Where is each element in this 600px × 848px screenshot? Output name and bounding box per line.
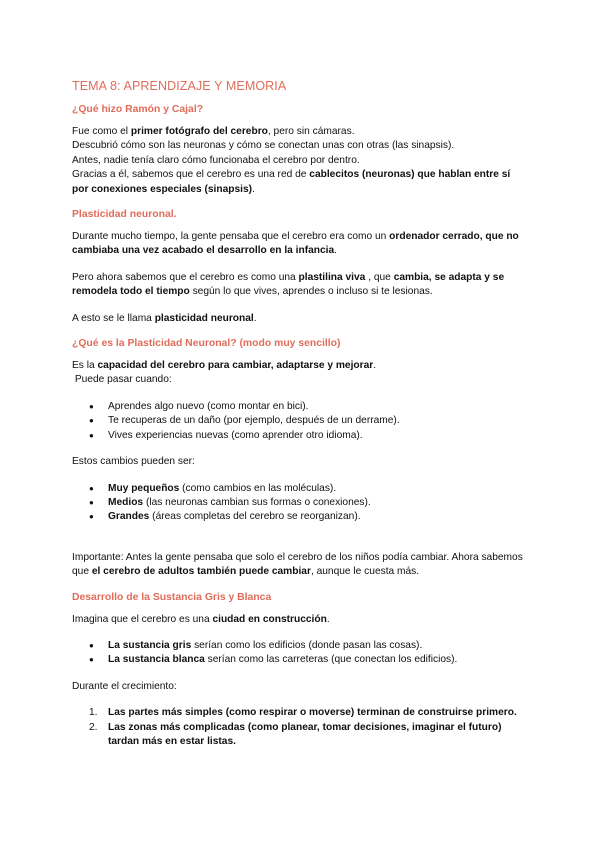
list-item [72, 706, 528, 720]
list-item [72, 721, 528, 750]
bold-text: plasticidad neuronal [154, 312, 254, 324]
text-line: Antes, nadie tenía claro cómo funcionaba el cerebro por dentro. [72, 154, 360, 166]
paragraph [72, 271, 528, 300]
section-heading-plasticidad: Plasticidad neuronal. [72, 209, 177, 221]
spacer [72, 525, 528, 551]
paragraph-importante [72, 551, 528, 580]
text-span: Es la [72, 360, 98, 372]
page-title: TEMA 8: APRENDIZAJE Y MEMORIA [72, 79, 287, 93]
numbered-list-crecimiento [72, 706, 528, 749]
bold-text: primer fotógrafo del cerebro [130, 126, 268, 137]
text-line [72, 125, 528, 139]
list-item [72, 653, 528, 667]
paragraph [72, 230, 528, 259]
bold-text: Muy pequeños [108, 482, 180, 494]
list-item [72, 510, 528, 524]
list-item [72, 496, 528, 510]
text-span: , aunque le cuesta más. [310, 566, 420, 578]
paragraph: Puede pasar cuando: [72, 374, 172, 386]
bullet-list-sustancias [72, 639, 528, 668]
text-span: . [334, 245, 337, 257]
paragraph: Estos cambios pueden ser: [72, 456, 195, 468]
list-item: ● Vives experiencias nuevas (como aprender otro idioma). [72, 429, 528, 443]
section-heading-que-es-plasticidad: ¿Qué es la Plasticidad Neuronal? (modo muy sencillo) [72, 338, 341, 350]
text-span: Fue como el [72, 126, 131, 137]
text-span: serían como las carreteras (que conectan los edificios). [204, 654, 458, 666]
bullet-list-tipos [72, 482, 528, 525]
ramon-y-cajal-paragraph [72, 125, 528, 197]
section-heading-sustancia-gris-blanca: Desarrollo de la Sustancia Gris y Blanca [72, 591, 272, 603]
text-span: . [373, 360, 377, 372]
section-heading-ramon-y-cajal: ¿Qué hizo Ramón y Cajal? [72, 104, 204, 115]
list-number: 1. [89, 707, 98, 719]
bold-text: Medios [108, 496, 144, 508]
text-span: . [253, 312, 257, 324]
paragraph: Durante el crecimiento: [72, 680, 177, 692]
text-span: serían como los edificios (donde pasan las cosas). [191, 639, 423, 651]
text-span: Pero ahora sabemos que el cerebro es como una [72, 271, 299, 283]
bold-text: Grandes [108, 511, 150, 523]
text-span: Durante mucho tiempo, la gente pensaba que el cerebro era como un [72, 231, 390, 243]
paragraph [72, 312, 528, 326]
paragraph [72, 613, 528, 627]
text-span: según lo que vives, aprendes o incluso si te lesionas. [189, 286, 433, 298]
bold-text: cambia, se adapta y se remodela todo el tiempo [72, 271, 505, 298]
list-item [72, 639, 528, 653]
list-item [72, 482, 528, 496]
bold-text: Las partes más simples (como respirar o moverse) terminan de construirse primero. [108, 707, 517, 719]
text-span: , que [365, 271, 394, 283]
bold-text: ordenador cerrado, que no cambiaba una vez acabado el desarrollo en la infancia [72, 231, 519, 257]
bold-text: cablecitos (neuronas) que hablan entre sí por conexiones especiales (sinapsis) [72, 169, 511, 195]
text-span: Importante: Antes la gente pensaba que solo el cerebro de los niños podía cambiar. Ahora sabemos que [72, 551, 523, 578]
text-span: (como cambios en las moléculas). [179, 482, 337, 494]
text-span: Gracias a él, sabemos que el cerebro es una red de [72, 169, 310, 181]
text-span: . [252, 183, 255, 195]
bold-text: ciudad en construcción [212, 613, 327, 625]
bold-text: plastilina viva [298, 271, 366, 283]
bullet-list-cuando [72, 400, 528, 443]
text-line [72, 168, 528, 197]
bold-text: Las zonas más complicadas (como planear, tomar decisiones, imaginar el futuro) tardan más en estar listas. [108, 721, 502, 747]
text-span: A esto se le llama [72, 312, 155, 324]
bold-text: el cerebro de adultos también puede cambiar [91, 566, 311, 578]
bold-text: La sustancia blanca [108, 654, 205, 666]
bold-text: capacidad del cerebro para cambiar, adaptarse y mejorar [97, 360, 374, 372]
text-span: . [326, 613, 330, 625]
text-span: , pero sin cámaras. [267, 126, 355, 137]
text-span: (áreas completas del cerebro se reorganizan). [149, 511, 361, 523]
list-item: ● Aprendes algo nuevo (como montar en bici). [72, 400, 528, 414]
text-span: (las neuronas cambian sus formas o conexiones). [143, 496, 371, 508]
list-number: 2. [89, 721, 98, 733]
list-item: ● Te recuperas de un daño (por ejemplo, después de un derrame). [72, 414, 528, 428]
text-span: Imagina que el cerebro es una [72, 613, 213, 625]
bold-text: La sustancia gris [108, 639, 192, 651]
paragraph [72, 359, 528, 373]
text-line: Descubrió cómo son las neuronas y cómo se conectan unas con otras (las sinapsis). [72, 140, 455, 152]
